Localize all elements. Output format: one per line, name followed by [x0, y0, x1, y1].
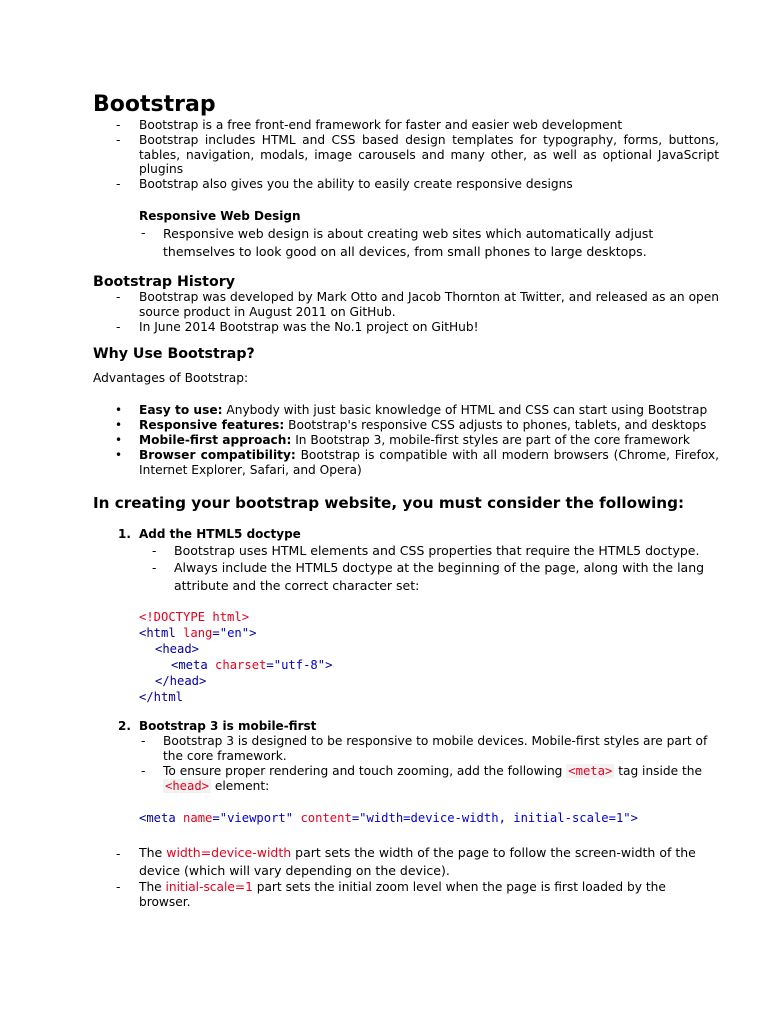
code-line: <html lang="en">	[139, 626, 257, 640]
dash-marker: -	[116, 176, 121, 191]
advantage-term: Responsive features:	[139, 418, 285, 432]
step1-title: Add the HTML5 doctype	[139, 527, 301, 541]
why-lead: Advantages of Bootstrap:	[93, 371, 249, 385]
bullet-marker: •	[115, 403, 123, 417]
advantage-item	[139, 448, 719, 477]
bullet-marker: •	[115, 418, 123, 432]
consider-heading: In creating your bootstrap website, you must consider the following:	[93, 494, 685, 512]
inline-code: initial-scale=1	[165, 880, 253, 894]
code-line: </head>	[155, 674, 207, 688]
dash-marker: -	[116, 319, 121, 334]
advantage-text: In Bootstrap 3, mobile-first styles are part of the core framework	[291, 433, 690, 447]
advantage-term: Browser compatibility:	[139, 448, 296, 462]
history-item: In June 2014 Bootstrap was the No.1 project on GitHub!	[139, 320, 479, 334]
history-heading: Bootstrap History	[93, 274, 235, 290]
step-number: 1.	[118, 527, 131, 541]
bullet-marker: •	[115, 448, 123, 462]
intro-item: Bootstrap is a free front-end framework for faster and easier web development	[139, 118, 623, 132]
advantage-term: Mobile-first approach:	[139, 433, 292, 447]
dash-marker: -	[116, 132, 121, 147]
intro-item: Bootstrap includes HTML and CSS based design templates for typography, forms, buttons, tables, navigation, modals, image carousels and many other, as well as optional JavaScript plugins	[139, 133, 719, 177]
advantage-text: Bootstrap is compatible with all modern browsers (Chrome, Firefox, Internet Explorer, Safari, and Opera)	[139, 448, 719, 477]
dash-marker: -	[116, 289, 121, 304]
rwd-item: Responsive web design is about creating web sites which automatically adjust themselves to look good on all devices, from small phones to large desktops.	[163, 226, 654, 259]
code-block-doctype	[139, 609, 332, 705]
dash-marker: -	[141, 225, 146, 240]
advantage-term: Easy to use:	[139, 403, 223, 417]
page-title: Bootstrap	[93, 92, 216, 117]
step1-item: Always include the HTML5 doctype at the beginning of the page, along with the lang attribute and the correct character set:	[174, 560, 705, 593]
rwd-heading: Responsive Web Design	[139, 209, 301, 223]
code-line: <meta charset="utf-8">	[171, 658, 333, 672]
dash-marker: -	[141, 733, 146, 748]
history-item: Bootstrap was developed by Mark Otto and Jacob Thornton at Twitter, and released as an open source product in August 2011 on GitHub.	[139, 290, 719, 319]
step1-item: Bootstrap uses HTML elements and CSS properties that require the HTML5 doctype.	[174, 543, 700, 558]
code-line: <head>	[155, 642, 200, 656]
advantage-text: Anybody with just basic knowledge of HTML and CSS can start using Bootstrap	[222, 403, 708, 417]
step-number: 2.	[118, 719, 131, 733]
dash-marker: -	[116, 879, 121, 894]
code-line: </html	[139, 690, 184, 704]
step2-title: Bootstrap 3 is mobile-first	[139, 719, 317, 733]
advantage-item	[139, 433, 719, 448]
step2-item: Bootstrap 3 is designed to be responsive to mobile devices. Mobile-first styles are part of the core framework.	[163, 734, 708, 763]
dash-marker: -	[116, 117, 121, 132]
dash-marker: -	[116, 846, 121, 861]
intro-item: Bootstrap also gives you the ability to easily create responsive designs	[139, 177, 573, 191]
advantage-item	[139, 418, 719, 433]
code-chip: <head>	[165, 778, 210, 793]
dash-marker: -	[152, 560, 157, 575]
code-viewport-meta: <meta name="viewport" content="width=device-width, initial-scale=1">	[139, 811, 638, 825]
step2-item: To ensure proper rendering and touch zooming, add the following <meta> tag inside the <head> element:	[163, 764, 703, 793]
inline-code: width=device-width	[166, 845, 292, 860]
dash-marker: -	[141, 763, 146, 778]
note-item: The initial-scale=1 part sets the initial zoom level when the page is first loaded by the browser.	[139, 880, 666, 909]
advantage-item	[139, 403, 719, 418]
dash-marker: -	[152, 543, 157, 558]
why-heading: Why Use Bootstrap?	[93, 346, 255, 362]
note-item: The width=device-width part sets the width of the page to follow the screen-width of the device (which will vary depending on the device).	[139, 845, 696, 878]
code-line: <!DOCTYPE html>	[139, 610, 250, 624]
code-chip: <meta>	[568, 764, 613, 778]
bullet-marker: •	[115, 433, 123, 447]
advantage-text: Bootstrap's responsive CSS adjusts to phones, tablets, and desktops	[284, 418, 707, 432]
